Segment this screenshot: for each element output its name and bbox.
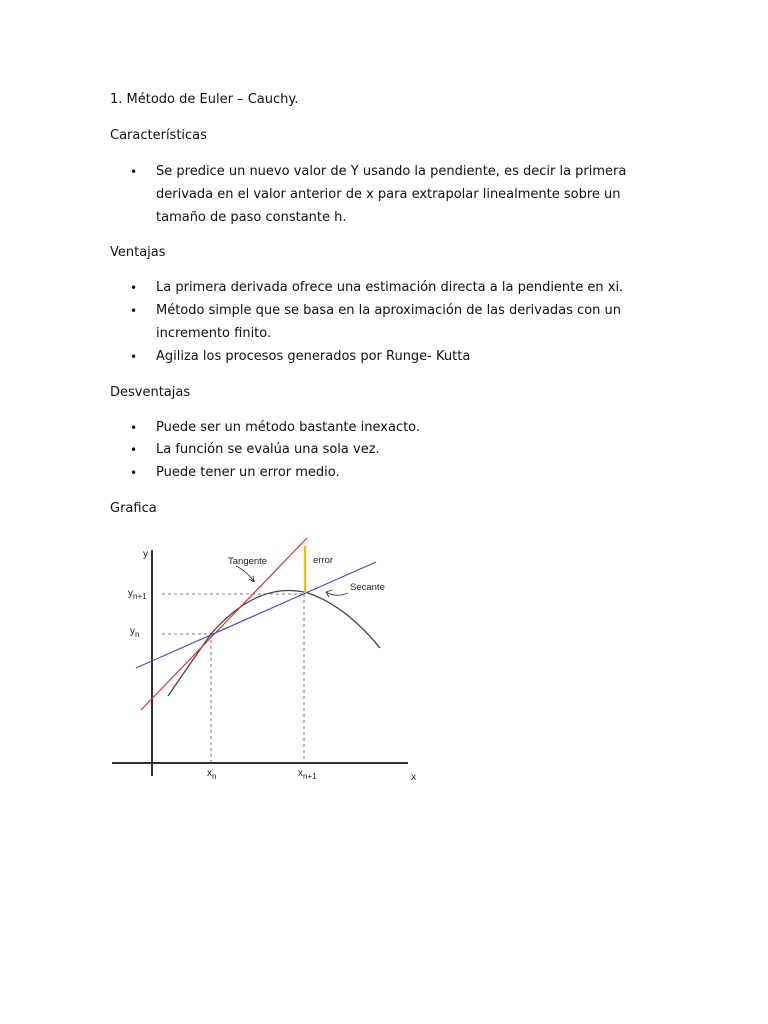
tangente-label: Tangente	[228, 556, 268, 567]
y-n1-label: $y_{n+1}$	[128, 588, 147, 601]
tangent-line	[141, 538, 307, 710]
y-axis-label: y	[143, 549, 148, 560]
bullet-icon: •	[130, 165, 138, 179]
bullet-icon: •	[130, 443, 138, 457]
list-item: La función se evalúa una sola vez.	[156, 442, 380, 457]
ventajas-title: Ventajas	[110, 245, 166, 260]
list-item-continuation: derivada en el valor anterior de x para extrapolar linealmente sobre un	[156, 187, 621, 202]
desventajas-title: Desventajas	[110, 385, 191, 400]
error-label: error	[313, 555, 334, 566]
x-n-label: $x_n$	[207, 768, 217, 781]
x-axis-label: x	[411, 772, 416, 783]
list-item-continuation: incremento finito.	[156, 326, 272, 341]
bullet-icon: •	[130, 421, 138, 435]
list-item: Agiliza los procesos generados por Runge- Kutta	[156, 349, 471, 364]
caracteristicas-title: Características	[110, 128, 207, 143]
list-item: Método simple que se basa en la aproximación de las derivadas con un	[156, 303, 621, 318]
function-curve	[168, 590, 380, 696]
bullet-icon: •	[130, 466, 138, 480]
list-item: Se predice un nuevo valor de Y usando la pendiente, es decir la primera	[156, 164, 627, 179]
secante-label: Secante	[350, 582, 385, 593]
x-n1-label: $x_{n+1}$	[298, 768, 317, 781]
list-item: Puede ser un método bastante inexacto.	[156, 420, 421, 435]
section-heading: 1. Método de Euler – Cauchy.	[110, 92, 299, 107]
secante-arrow	[326, 592, 348, 595]
list-item-continuation: tamaño de paso constante h.	[156, 210, 347, 225]
bullet-icon: •	[130, 350, 138, 364]
y-n-label: $y_n$	[130, 626, 140, 639]
list-item: La primera derivada ofrece una estimación directa a la pendiente en xi.	[156, 280, 624, 295]
list-item: Puede tener un error medio.	[156, 465, 340, 480]
bullet-icon: •	[130, 304, 138, 318]
bullet-icon: •	[130, 281, 138, 295]
euler-graph	[108, 538, 428, 790]
grafica-title: Grafica	[110, 501, 157, 516]
tangente-arrow	[236, 566, 254, 582]
secant-line	[136, 562, 376, 668]
